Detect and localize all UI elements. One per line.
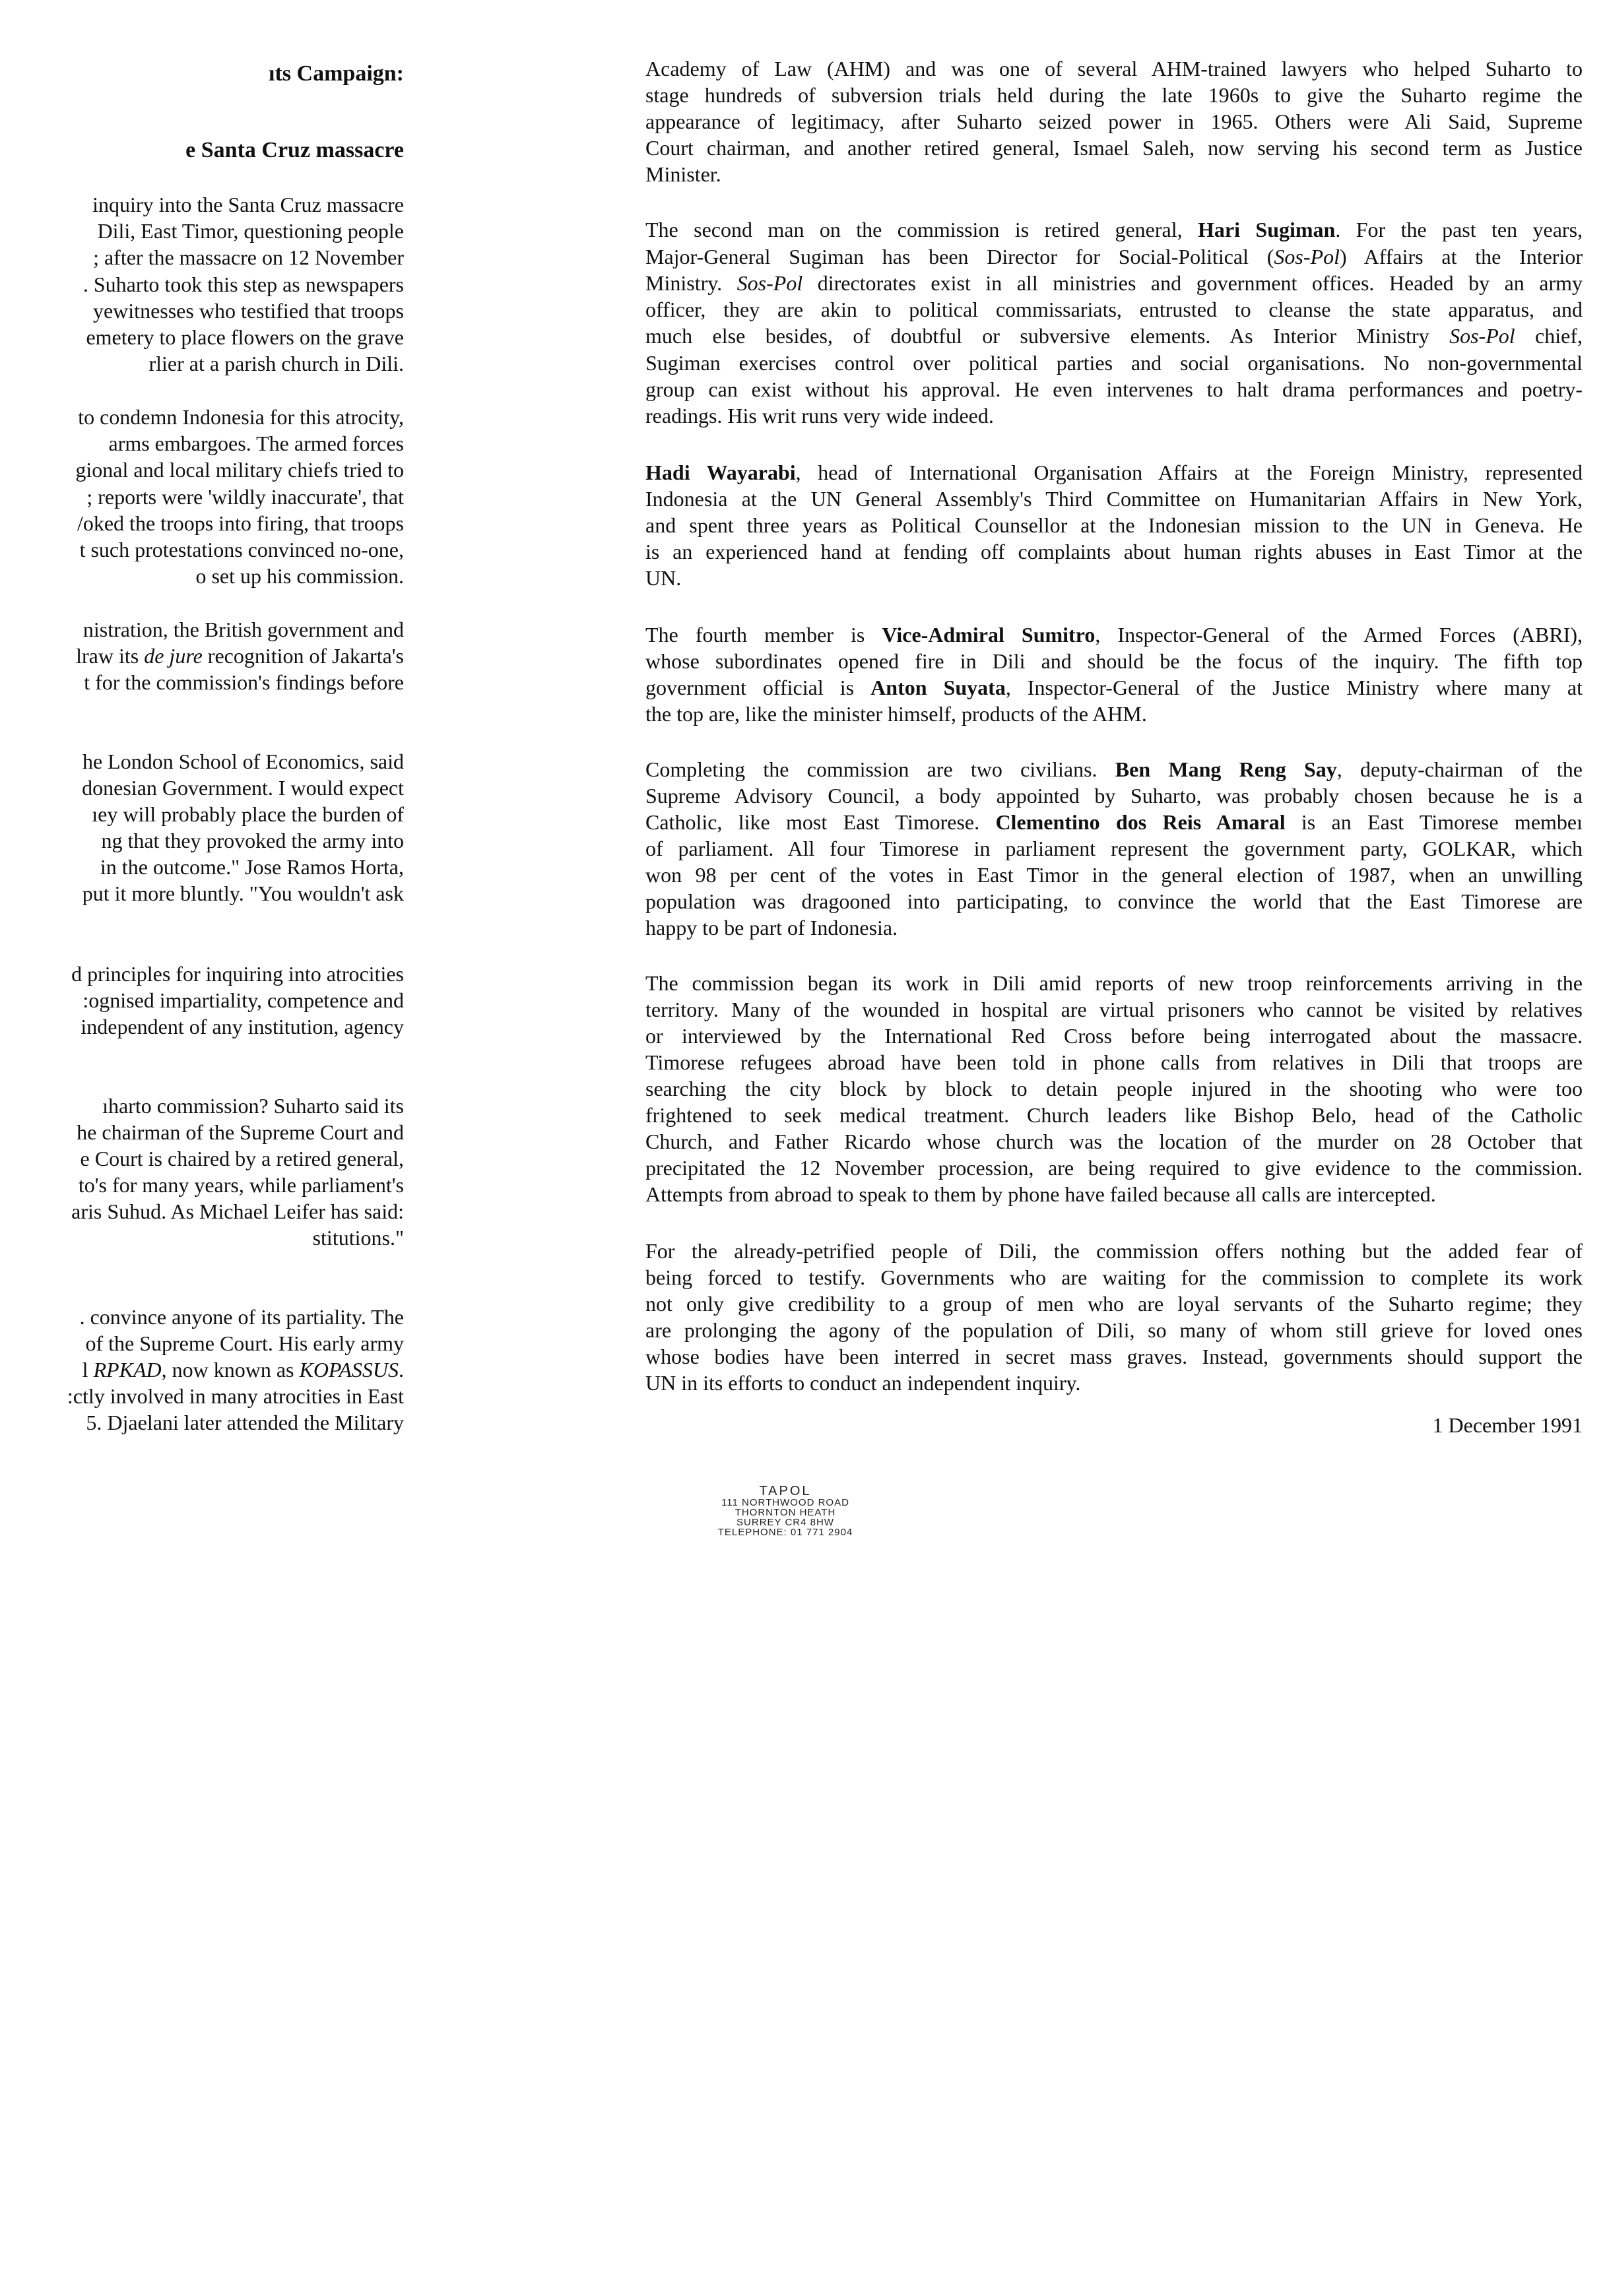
para-7-line: not only give credibility to a group of men who are loyal servants of the Suharto regime; they <box>645 1292 1583 1316</box>
para-2-line: The second man on the commission is retired general, Hari Sugiman. For the past ten years, <box>645 218 1583 241</box>
left-line: rlier at a parish church in Dili. <box>148 352 404 375</box>
left-heading-massacre: e Santa Cruz massacre <box>185 138 404 162</box>
left-line: Dili, East Timor, questioning people <box>97 219 404 243</box>
left-line: l RPKAD, now known as KOPASSUS. <box>82 1358 404 1382</box>
left-line: donesian Government. I would expect <box>82 776 404 800</box>
para-2-line: Ministry. Sos-Pol directorates exist in all ministries and government offices. Headed by an army <box>645 271 1583 295</box>
left-line: /oked the troops into firing, that troops <box>77 511 404 535</box>
para-6-line: territory. Many of the wounded in hospital are virtual prisoners who cannot be visited by relatives <box>645 998 1583 1021</box>
para-3-line: and spent three years as Political Counsellor at the Indonesian mission to the UN in Geneva. He <box>645 513 1583 537</box>
para-7-line: whose bodies have been interred in secret mass graves. Instead, governments should support the <box>645 1345 1583 1368</box>
left-line: put it more bluntly. "You wouldn't ask <box>82 881 404 905</box>
para-2-line: Major-General Sugiman has been Director for Social-Political (Sos-Pol) Affairs at the Interior <box>645 245 1583 269</box>
document-date: 1 December 1991 <box>1432 1413 1583 1437</box>
para-3-line: is an experienced hand at fending off complaints about human rights abuses in East Timor at the <box>645 540 1583 563</box>
left-line: ; reports were 'wildly inaccurate', that <box>86 485 404 509</box>
para-2-line: readings. His writ runs very wide indeed. <box>645 404 994 428</box>
left-line: ıey will probably place the burden of <box>92 802 404 826</box>
address-line: SURREY CR4 8HW <box>737 1517 834 1528</box>
para-1-line: stage hundreds of subversion trials held during the late 1960s to give the Suharto regime the <box>645 83 1583 107</box>
left-line: t for the commission's findings before <box>84 670 404 694</box>
left-line: in the outcome." Jose Ramos Horta, <box>100 855 404 879</box>
para-7-line: being forced to testify. Governments who are waiting for the commission to complete its work <box>645 1265 1583 1289</box>
left-line: stitutions." <box>312 1226 404 1250</box>
para-4-line: government official is Anton Suyata, Inspector-General of the Justice Ministry where many at <box>645 676 1583 699</box>
para-5-line: won 98 per cent of the votes in East Timor in the general election of 1987, when an unwilling <box>645 863 1583 887</box>
left-line: 5. Djaelani later attended the Military <box>86 1411 404 1434</box>
left-line: :ognised impartiality, competence and <box>82 988 404 1012</box>
address-org: TAPOL <box>759 1484 812 1498</box>
para-4-line: the top are, like the minister himself, products of the AHM. <box>645 702 1147 726</box>
para-5-line: Completing the commission are two civilians. Ben Mang Reng Say, deputy-chairman of the <box>645 757 1583 781</box>
para-7-line: are prolonging the agony of the population of Dili, so many of whom still grieve for loved ones <box>645 1318 1583 1342</box>
address-line: THORNTON HEATH <box>735 1507 836 1518</box>
para-5-line: population was dragooned into participating, to convince the world that the East Timorese are <box>645 889 1583 913</box>
left-line: ıharto commission? Suharto said its <box>102 1094 404 1118</box>
left-line: t such protestations convinced no-one, <box>79 538 404 561</box>
para-5-line: happy to be part of Indonesia. <box>645 916 898 940</box>
para-5-line: of parliament. All four Timorese in parliament represent the government party, GOLKAR, which <box>645 837 1583 860</box>
left-line: :ctly involved in many atrocities in East <box>67 1384 404 1408</box>
address-line: 111 NORTHWOOD ROAD <box>721 1497 849 1508</box>
para-3-line: UN. <box>645 566 682 590</box>
left-line: arms embargoes. The armed forces <box>108 431 404 455</box>
para-7-line: For the already-petrified people of Dili, the commission offers nothing but the added fear of <box>645 1239 1583 1263</box>
left-line: of the Supreme Court. His early army <box>85 1331 404 1355</box>
para-4-line: The fourth member is Vice-Admiral Sumitro, Inspector-General of the Armed Forces (ABRI), <box>645 623 1583 647</box>
left-line: he London School of Economics, said <box>82 749 404 773</box>
left-line: . convince anyone of its partiality. The <box>79 1305 404 1329</box>
address-line: TELEPHONE: 01 771 2904 <box>717 1527 853 1538</box>
left-line: inquiry into the Santa Cruz massacre <box>92 193 404 216</box>
para-6-line: Timorese refugees abroad have been told in phone calls from relatives in Dili that troops are <box>645 1050 1583 1074</box>
left-line: lraw its de jure recognition of Jakarta's <box>76 644 404 668</box>
para-2-line: much else besides, of doubtful or subversive elements. As Interior Ministry Sos-Pol chief, <box>645 324 1583 348</box>
para-6-line: or interviewed by the International Red Cross before being interrogated about the massacre. <box>645 1024 1583 1048</box>
left-column <box>0 0 422 1451</box>
left-line: he chairman of the Supreme Court and <box>77 1120 404 1144</box>
para-6-line: precipitated the 12 November procession, are being required to give evidence to the commission. <box>645 1156 1583 1180</box>
para-4-line: whose subordinates opened fire in Dili and should be the focus of the inquiry. The fifth top <box>645 649 1583 673</box>
left-line: yewitnesses who testified that troops <box>92 299 404 323</box>
para-5-line: Supreme Advisory Council, a body appointed by Suharto, was probably chosen because he is a <box>645 784 1583 808</box>
para-1-line: Academy of Law (AHM) and was one of several AHM-trained lawyers who helped Suharto to <box>645 57 1583 80</box>
para-1-line: Minister. <box>645 162 721 186</box>
para-2-line: Sugiman exercises control over political parties and social organisations. No non-governmental <box>645 351 1583 375</box>
para-6-line: Attempts from abroad to speak to them by phone have failed because all calls are intercepted. <box>645 1182 1436 1206</box>
address-stamp <box>686 1484 884 1537</box>
left-line: . Suharto took this step as newspapers <box>82 272 404 296</box>
left-line: to's for many years, while parliament's <box>78 1173 404 1197</box>
left-line: e Court is chaired by a retired general, <box>80 1147 404 1170</box>
left-line: gional and local military chiefs tried to <box>75 458 404 482</box>
para-5-line: Catholic, like most East Timorese. Clementino dos Reis Amaral is an East Timorese membeı <box>645 810 1583 834</box>
para-3-line: Indonesia at the UN General Assembly's Third Committee on Humanitarian Affairs in New York, <box>645 487 1583 511</box>
left-line: d principles for inquiring into atrocities <box>71 962 404 986</box>
left-line: emetery to place flowers on the grave <box>86 325 404 349</box>
left-line: to condemn Indonesia for this atrocity, <box>78 405 404 429</box>
para-2-line: group can exist without his approval. He even intervenes to halt drama performances and poetry- <box>645 377 1583 401</box>
left-line: ; after the massacre on 12 November <box>93 245 404 269</box>
left-line: aris Suhud. As Michael Leifer has said: <box>71 1199 404 1223</box>
left-line: o set up his commission. <box>195 564 404 588</box>
para-2-line: officer, they are akin to political commissariats, entrusted to cleanse the state apparatus, and <box>645 298 1583 321</box>
left-line: independent of any institution, agency <box>81 1015 404 1038</box>
para-1-line: Court chairman, and another retired general, Ismael Saleh, now serving his second term as Justice <box>645 136 1583 160</box>
para-3-line: Hadi Wayarabi, head of International Organisation Affairs at the Foreign Ministry, represented <box>645 461 1583 484</box>
para-1-line: appearance of legitimacy, after Suharto seized power in 1965. Others were Ali Said, Supreme <box>645 110 1583 133</box>
para-6-line: Church, and Father Ricardo whose church was the location of the murder on 28 October that <box>645 1130 1583 1153</box>
para-7-line: UN in its efforts to conduct an independent inquiry. <box>645 1371 1081 1395</box>
para-6-line: The commission began its work in Dili amid reports of new troop reinforcements arriving in the <box>645 971 1583 995</box>
para-6-line: searching the city block by block to detain people injured in the shooting who were too <box>645 1077 1583 1100</box>
left-line: nistration, the British government and <box>82 618 404 641</box>
left-line: ng that they provoked the army into <box>101 829 404 852</box>
para-6-line: frightened to seek medical treatment. Church leaders like Bishop Belo, head of the Catholic <box>645 1103 1583 1127</box>
left-heading-campaign: ıts Campaign: <box>269 61 404 86</box>
